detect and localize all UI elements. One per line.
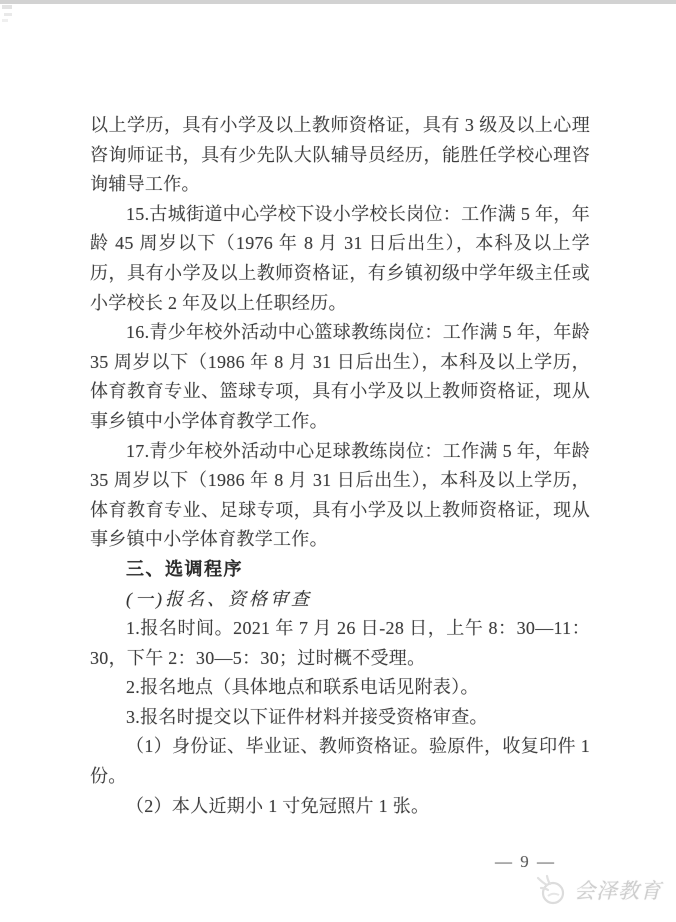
paragraph-material-1: （1）身份证、毕业证、教师资格证。验原件，收复印件 1 份。	[90, 736, 590, 787]
paragraph-item-15: 15.古城街道中心学校下设小学校长岗位：工作满 5 年，年龄 45 周岁以下（1976 年 8 月 31 日后出生），本科及以上学历，具有小学及以上教师资格证，有乡镇初级中学年级主任或小学校长 2 年及以上任职经历。	[90, 203, 590, 313]
paragraph-continuation: 以上学历，具有小学及以上教师资格证，具有 3 级及以上心理咨询师证书，具有少先队大队辅导员经历，能胜任学校心理咨询辅导工作。	[90, 115, 590, 195]
paragraph-registration-time: 1.报名时间。2021 年 7 月 26 日-28 日，上午 8：30—11：30，下午 2：30—5：30；过时概不受理。	[90, 618, 590, 668]
scan-edge-strip	[0, 0, 676, 4]
paragraph-item-16: 16.青少年校外活动中心篮球教练岗位：工作满 5 年，年龄 35 周岁以下（1986 年 8 月 31 日后出生），本科及以上学历，体育教育专业、篮球专项，具有小学及以上教师资格证，现从事乡镇中小学体育教学工作。	[90, 322, 590, 431]
paragraph-material-2: （2）本人近期小 1 寸免冠照片 1 张。	[126, 795, 430, 816]
huize-education-logo-icon	[535, 874, 569, 906]
scan-corner-artifact	[2, 5, 16, 27]
paragraph-item-17: 17.青少年校外活动中心足球教练岗位：工作满 5 年，年龄 35 周岁以下（1986 年 8 月 31 日后出生），本科及以上学历，体育教育专业、足球专项，具有小学及以上教师资格证，现从事乡镇中小学体育教学工作。	[90, 440, 590, 550]
paragraph-registration-place: 2.报名地点（具体地点和联系电话见附表）。	[126, 677, 479, 698]
page-number: — 9 —	[495, 852, 556, 871]
watermark	[535, 874, 662, 906]
section-heading: 三、选调程序	[126, 558, 243, 579]
subsection-heading: (一)报名、资格审查	[126, 588, 312, 609]
document-body	[90, 111, 590, 821]
watermark-text: 会泽教育	[574, 879, 662, 903]
paragraph-registration-materials: 3.报名时提交以下证件材料并接受资格审查。	[126, 706, 488, 727]
